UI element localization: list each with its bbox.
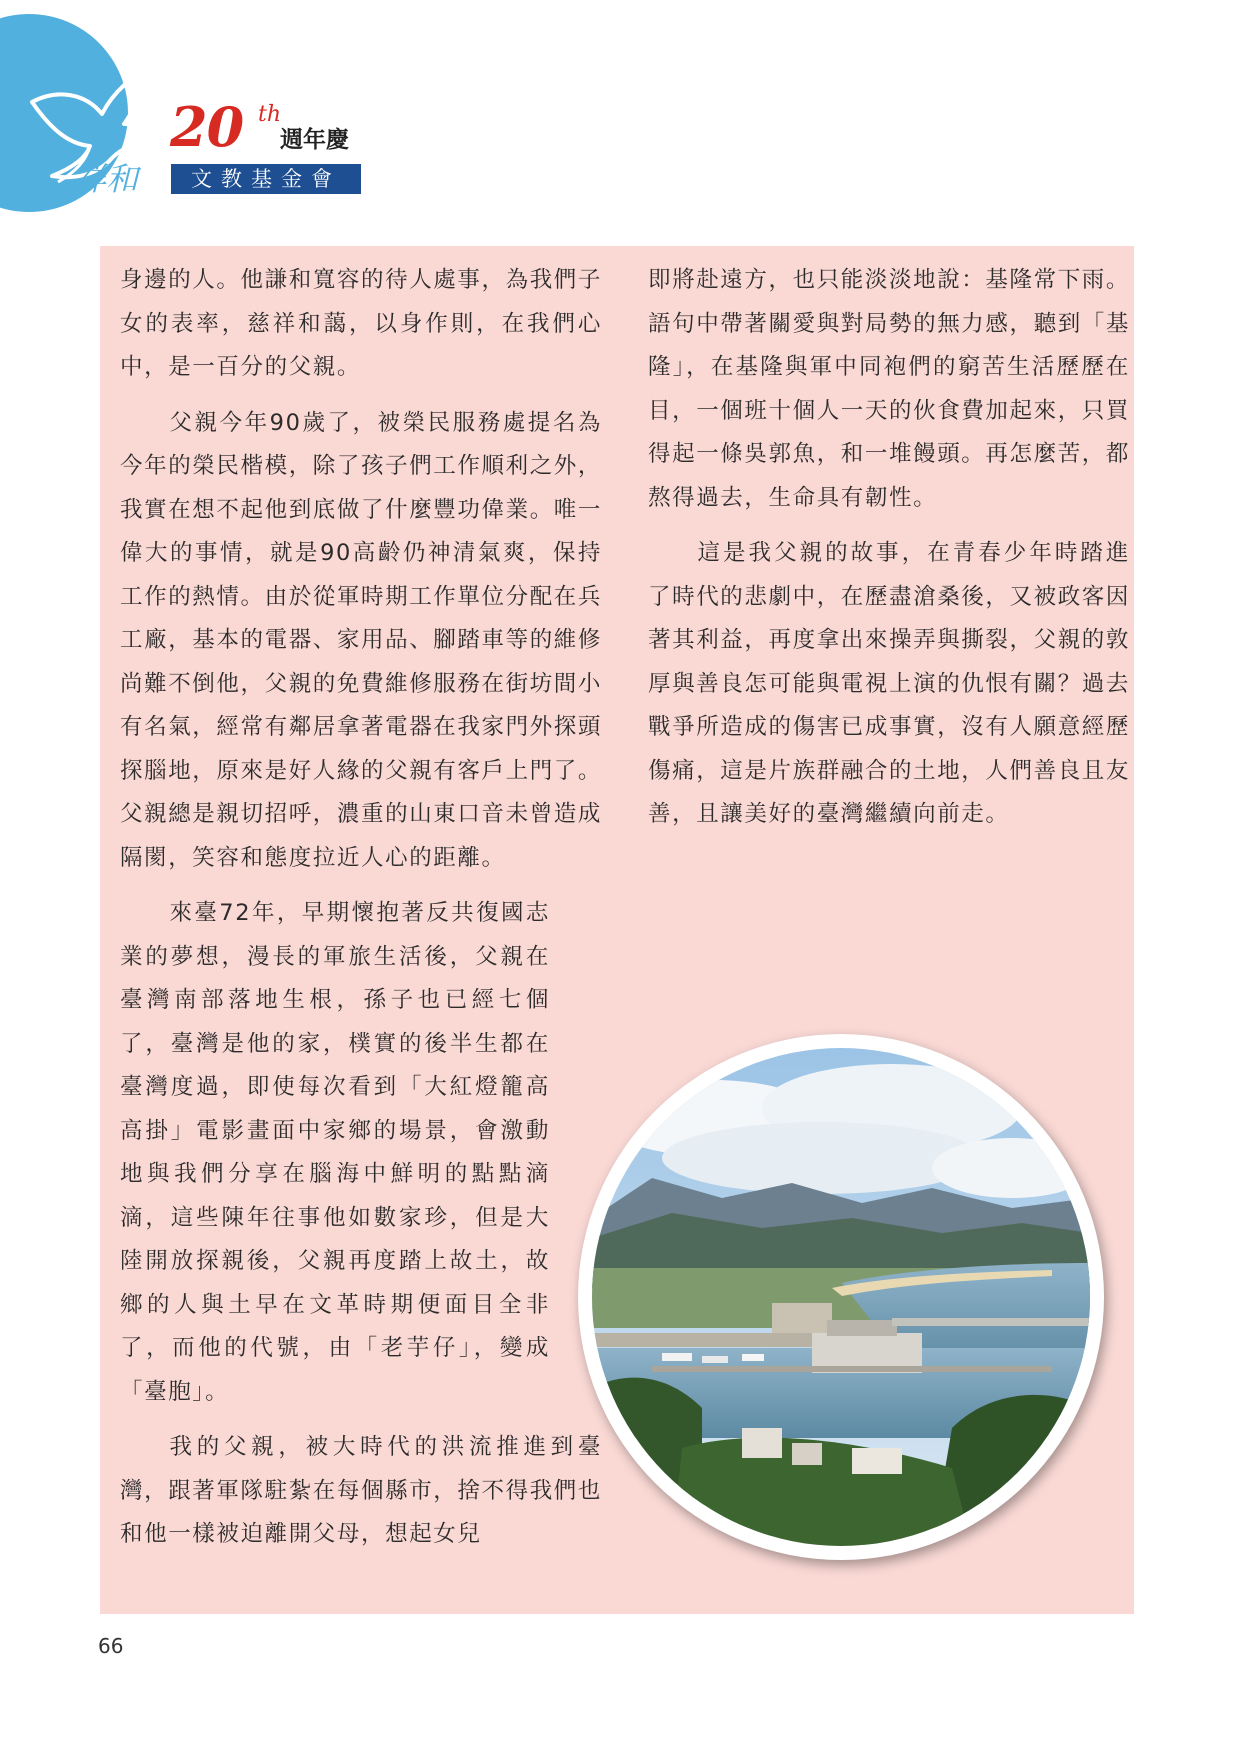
paragraph: 來臺72年，早期懷抱著反共復國志業的夢想，漫長的軍旅生活後，父親在臺灣南部落地生根，孫子也已經七個了，臺灣是他的家，樸實的後半生都在臺灣度過，即使每次看到「大紅燈籠高高掛」電影畫面中家鄉的場景，會激動地與我們分享在腦海中鮮明的點點滴滴，這些陳年往事他如數家珍，但是大陸開放探親後，父親再度踏上故土，故鄉的人與土早在文革時期便面目全非了，而他的代號，由「老芋仔」，變成「臺胞」。 (120, 900, 550, 1405)
logo-year: 20 (170, 95, 244, 159)
logo-anniversary: 週年慶 (280, 126, 349, 153)
article-column-left (120, 259, 602, 1569)
paragraph: 父親今年90歲了，被榮民服務處提名為今年的榮民楷模，除了孩子們工作順利之外，我實在想不起他到底做了什麼豐功偉業。唯一偉大的事情，就是90高齡仍神清氣爽，保持工作的熱情。由於從軍時期工作單位分配在兵工廠，基本的電器、家用品、腳踏車等的維修尚難不倒他，父親的免費維修服務在街坊間小有名氣，經常有鄰居拿著電器在我家門外探頭探腦地，原來是好人緣的父親有客戶上門了。父親總是親切招呼，濃重的山東口音未曾造成隔閡，笑容和態度拉近人心的距離。 (120, 409, 603, 871)
logo-script (70, 150, 150, 206)
paragraph: 這是我父親的故事，在青春少年時踏進了時代的悲劇中，在歷盡滄桑後，又被政客因著其利益，再度拿出來操弄與撕裂，父親的敦厚與善良怎可能與電視上演的仇恨有關？過去戰爭所造成的傷害已成事實，沒有人願意經歷傷痛，這是片族群融合的土地，人們善良且友善，且讓美好的臺灣繼續向前走。 (648, 540, 1131, 827)
paragraph: 身邊的人。他謙和寬容的待人處事，為我們子女的表率，慈祥和藹，以身作則，在我們心中，是一百分的父親。 (120, 267, 603, 380)
article-column-right (648, 259, 1130, 849)
harbor-photo (592, 1048, 1090, 1546)
paragraph: 即將赴遠方，也只能淡淡地說：基隆常下雨。語句中帶著關愛與對局勢的無力感，聽到「基隆」，在基隆與軍中同袍們的窮苦生活歷歷在目，一個班十個人一天的伙食費加起來，只買得起一條吳郭魚，和一堆饅頭。再怎麼苦，都熬得過去，生命具有韌性。 (648, 267, 1131, 511)
photo-frame (578, 1034, 1104, 1560)
logo-foundation-bar: 文教基金會 (171, 164, 361, 194)
page-number: 66 (98, 1634, 124, 1658)
svg-text:祥和: 祥和 (74, 160, 139, 198)
logo-year-suffix: th (258, 102, 282, 127)
paragraph: 我的父親，被大時代的洪流推進到臺灣，跟著軍隊駐紮在每個縣市，捨不得我們也和他一樣被迫離開父母，想起女兒 (120, 1434, 603, 1547)
